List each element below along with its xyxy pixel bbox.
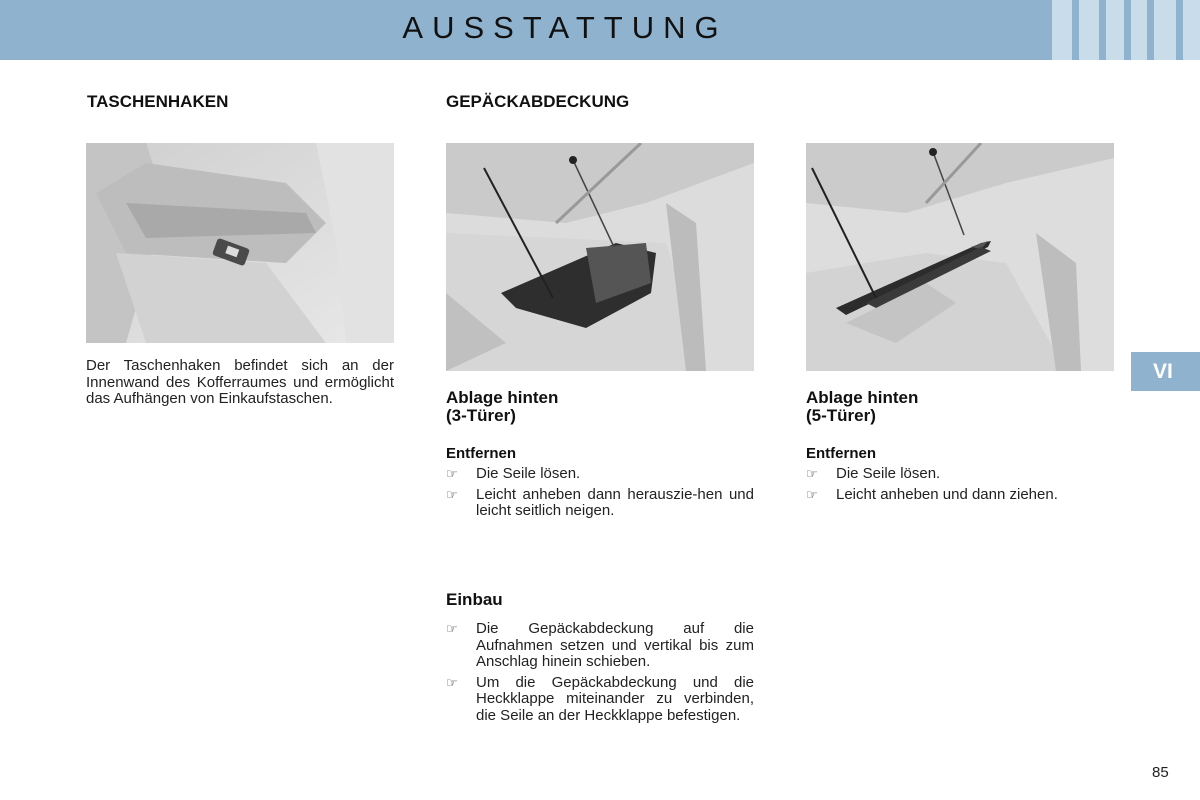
subheading-3-door [446,389,558,425]
section-heading-gepaeckabdeckung: GEPÄCKABDECKUNG [446,92,630,111]
list-item: ☞ Leicht anheben und dann ziehen. [806,485,1058,503]
remove-steps-5-door [806,466,1114,507]
install-steps [446,621,754,728]
pointing-hand-icon: ☞ [446,674,458,690]
page-title: AUSSTATTUNG [402,10,728,45]
body-text-taschenhaken: Der Taschenhaken befindet sich an der Innenwand des Kofferraumes und ermöglicht das Aufhängen von Einkaufstaschen. [86,357,394,407]
pointing-hand-icon: ☞ [446,486,458,502]
subheading-5-door-line2: (5-Türer) [806,406,876,425]
remove-heading-5-door: Entfernen [806,445,877,462]
pointing-hand-icon: ☞ [446,466,458,481]
photo-parcel-shelf-3-door [446,143,754,371]
header-stripe [1183,0,1200,60]
pointing-hand-icon: ☞ [806,486,818,502]
pointing-hand-icon: ☞ [806,466,818,481]
header-stripe [1052,0,1072,60]
remove-heading-3-door: Entfernen [446,445,517,462]
list-item: ☞ Die Seile lösen. [806,465,941,482]
photo-bag-hook [86,143,394,343]
photo-parcel-shelf-5-door [806,143,1114,371]
remove-steps-3-door [446,466,754,524]
subheading-5-door-line1: Ablage hinten [806,388,919,407]
subheading-3-door-line2: (3-Türer) [446,406,516,425]
list-item: ☞ Die Gepäckabdeckung auf die Aufnahmen setzen und vertikal bis zum Anschlag hinein schieben. [446,620,754,670]
subheading-5-door [806,389,918,425]
pointing-hand-icon: ☞ [446,621,458,636]
page-number: 85 [1152,764,1169,781]
header-stripe [1154,0,1176,60]
page-header [0,0,1200,60]
header-stripe [1079,0,1099,60]
list-item: ☞ Leicht anheben dann herauszie-hen und leicht seitlich neigen. [446,485,754,519]
list-item: ☞ Um die Gepäckabdeckung und die Heckklappe miteinander zu verbinden, die Seile an der Heckklappe befestigen. [446,673,754,724]
subheading-3-door-line1: Ablage hinten [446,388,559,407]
header-stripe [1106,0,1124,60]
section-heading-taschenhaken: TASCHENHAKEN [87,92,229,111]
install-heading: Einbau [446,590,503,609]
header-stripe [1131,0,1147,60]
list-item: ☞ Die Seile lösen. [446,465,581,482]
chapter-tab: VI [1131,352,1200,391]
